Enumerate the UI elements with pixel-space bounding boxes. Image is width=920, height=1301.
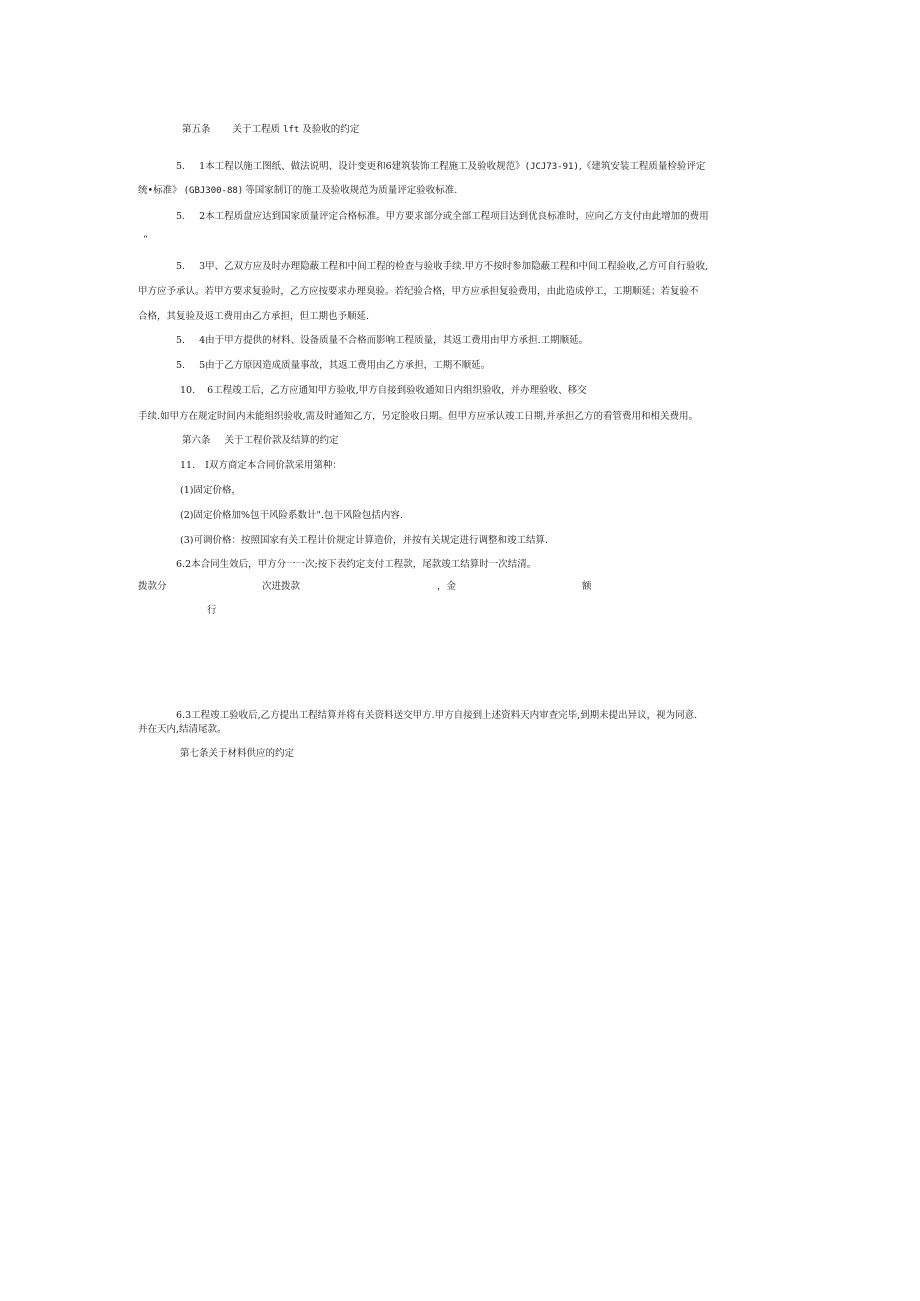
clause-text: ,《建筑安装工程质量检验评定	[578, 161, 706, 172]
article-5-title-code: lft	[283, 125, 300, 135]
article-5-number: 第五条	[182, 124, 211, 135]
clause-text: 统•标准》	[138, 185, 182, 196]
clause-5-1-line-2	[138, 186, 457, 196]
article-7-heading: 第七条关于材料供应的约定	[180, 748, 295, 759]
clause-number: 5.	[176, 161, 186, 172]
article-6-number: 第六条	[182, 435, 211, 446]
clause-6-3-line-2: 并在天内,结清尾款。	[138, 724, 227, 735]
clause-code: (GBJ300-88)	[183, 186, 244, 196]
clause-6-1-option-3: (3)可调价格：按照国家有关工程计价规定计算造价，并按有关规定进行调整和竣工结算.	[180, 535, 548, 546]
clause-number: 5.	[176, 261, 186, 272]
clause-6-1-option-2: (2)固定价格加%包干风险系数计".包干风险包括内容.	[180, 510, 403, 521]
clause-text: I双方商定本合同价款采用第种：	[205, 460, 342, 471]
clause-6-1-option-1: (1)固定价格，	[180, 485, 241, 496]
clause-number: 11.	[180, 460, 196, 471]
clause-text: 6工程竣工后，乙方应通知甲方验收,甲方自接到验收通知日内组织验收，并办理验收、移交	[207, 385, 587, 396]
clause-text: 2本工程质盘应达到国家质量评定合格标准。甲方要求部分或全部工程项目达到优良标准时，应向乙方支付由此增加的费用	[199, 211, 709, 222]
clause-text: 3甲、乙双方应及时办理隐蔽工程和中间工程的检查与验收手续.甲方不按时参加隐蔽工程和中间工程验收,乙方可自行验收,	[199, 261, 709, 272]
clause-number: 5.	[176, 211, 186, 222]
clause-text: 5由于乙方原因造成质量事故，其返工费用由乙方承担，工期不顺延。	[199, 360, 491, 371]
article-5-title-a: 关于工程质	[232, 124, 281, 135]
clause-text: 4由于甲方提供的材料、设备质量不合格而影响工程质量，其返工费用由甲方承担.工期顺延。	[199, 335, 589, 346]
clause-text: 等国家制订的施工及验收规范为质量评定验收标准.	[245, 185, 458, 196]
clause-number: 10.	[180, 385, 196, 396]
clause-number: 5.	[176, 360, 186, 371]
clause-number: 5.	[176, 335, 186, 346]
clause-text: 1本工程以施工图纸、做法说明、设计变更和6建筑装饰工程施工及验收规范》	[199, 161, 525, 172]
clause-6-3-line-1: 6.3工程竣工验收后,乙方提出工程结算并将有关资料送交甲方.甲方自接到上述资料天内审查完毕,到期未提出异议，视为同意.	[176, 710, 698, 721]
clause-5-2-line-2: “	[143, 234, 148, 245]
article-6-title: 关于工程价款及结算的约定	[224, 435, 339, 446]
clause-5-6-line-1	[180, 386, 587, 396]
clause-5-4	[176, 336, 588, 346]
payment-table-col-4: 额	[582, 581, 592, 592]
payment-table-col-2: 次进拨款	[262, 581, 301, 592]
article-6-heading	[182, 436, 339, 446]
article-5-heading	[182, 125, 359, 135]
clause-5-3-line-3: 合格，其复验及返工费用由乙方承担，但工期也予顺延.	[138, 311, 370, 322]
payment-table-col-3: ，金	[437, 581, 457, 592]
clause-5-2-line-1	[176, 212, 709, 222]
payment-table-col-1: 拨款分	[138, 581, 167, 592]
clause-code: (JCJ73-91)	[524, 162, 579, 172]
clause-5-3-line-1	[176, 262, 708, 272]
clause-6-1	[180, 461, 342, 471]
clause-6-2: 6.2本合同生效后，甲方分一一次;按下表约定支付工程款，尾款竣工结算时一次结清。	[176, 559, 537, 570]
clause-5-3-line-2: 甲方应予承认。若甲方要求复验时，乙方应按要求办理臭验。若纪验合格，甲方应承担复验费用，由此造成停工，工期顺延；若复验不	[138, 286, 699, 297]
clause-5-1-line-1	[176, 162, 705, 172]
clause-5-6-line-2: 手续.如甲方在规定时间内未能组织验收,需及时通知乙方，另定脸收日期。但甲方应承认竣工日期,并承担乙方的看管费用和相关费用。	[138, 411, 699, 422]
clause-5-5	[176, 361, 490, 371]
article-5-title-b: 及验收的约定	[302, 124, 360, 135]
payment-table-row-2: 行	[207, 605, 217, 616]
